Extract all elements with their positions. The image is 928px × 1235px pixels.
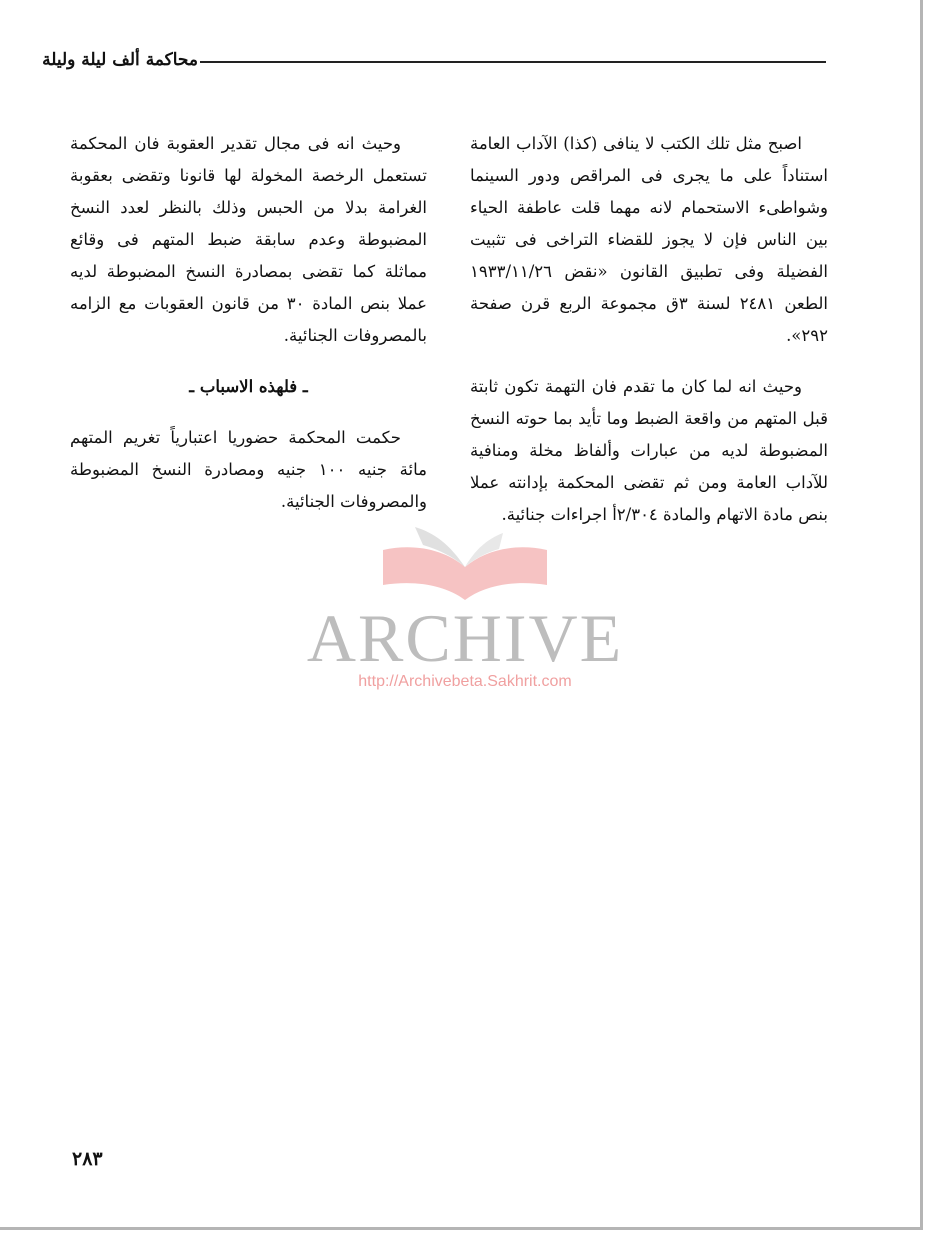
text-column-left xyxy=(70,128,427,537)
paragraph: وحيث انه فى مجال تقدير العقوبة فان المحكمة تستعمل الرخصة المخولة لها قانونا وتقضى بعقوبة الغرامة بدلا من الحبس وذلك بالنظر لعدد النسخ المضبوطة وعدم سابقة ضبط المتهم فى وقائع مماثلة كما تقضى بمصادرة النسخ المضبوطة لديه عملا بنص المادة ٣٠ من قانون العقوبات مع الزامه بالمصروفات الجنائية. xyxy=(70,134,427,345)
paragraph: حكمت المحكمة حضوريا اعتبارياً تغريم المتهم مائة جنيه ١٠٠ جنيه ومصادرة النسخ المضبوطة والمصروفات الجنائية. xyxy=(70,428,427,511)
page-number: ٢٨٣ xyxy=(72,1148,103,1170)
running-head: محاكمة ألف ليلة وليلة xyxy=(42,50,198,70)
header-rule xyxy=(200,61,826,63)
text-column-right xyxy=(470,128,828,550)
watermark-url: http://Archivebeta.Sakhrit.com xyxy=(358,673,572,690)
paragraph: اصبح مثل تلك الكتب لا ينافى (كذا) الآداب العامة استناداً على ما يجرى فى المراقص ودور السينما وشواطىء الاستحمام لانه مهما قلت عاطفة الحياء بين الناس فإن لا يجوز للقضاء التراخى فى تثبيت الفضيلة وفى تطبيق القانون «نقض ١٩٣٣/١١/٢٦ الطعن ٢٤٨١ لسنة ٣ق مجموعة الربع قرن صفحة ٢٩٢». xyxy=(470,134,828,345)
paragraph: وحيث انه لما كان ما تقدم فان التهمة تكون ثابتة قبل المتهم من واقعة الضبط وما تأيد بما حوته النسخ المضبوطة لديه من عبارات وألفاظ مخلة ومنافية للآداب العامة ومن ثم تقضى المحكمة بإدانته عملا بنص مادة الاتهام والمادة ٢/٣٠٤أ اجراءات جنائية. xyxy=(470,377,828,524)
watermark-title: ARCHIVE xyxy=(306,600,624,676)
open-book-icon xyxy=(375,525,555,605)
watermark xyxy=(300,525,630,700)
section-heading: ـ فلهذه الاسباب ـ xyxy=(189,377,308,396)
